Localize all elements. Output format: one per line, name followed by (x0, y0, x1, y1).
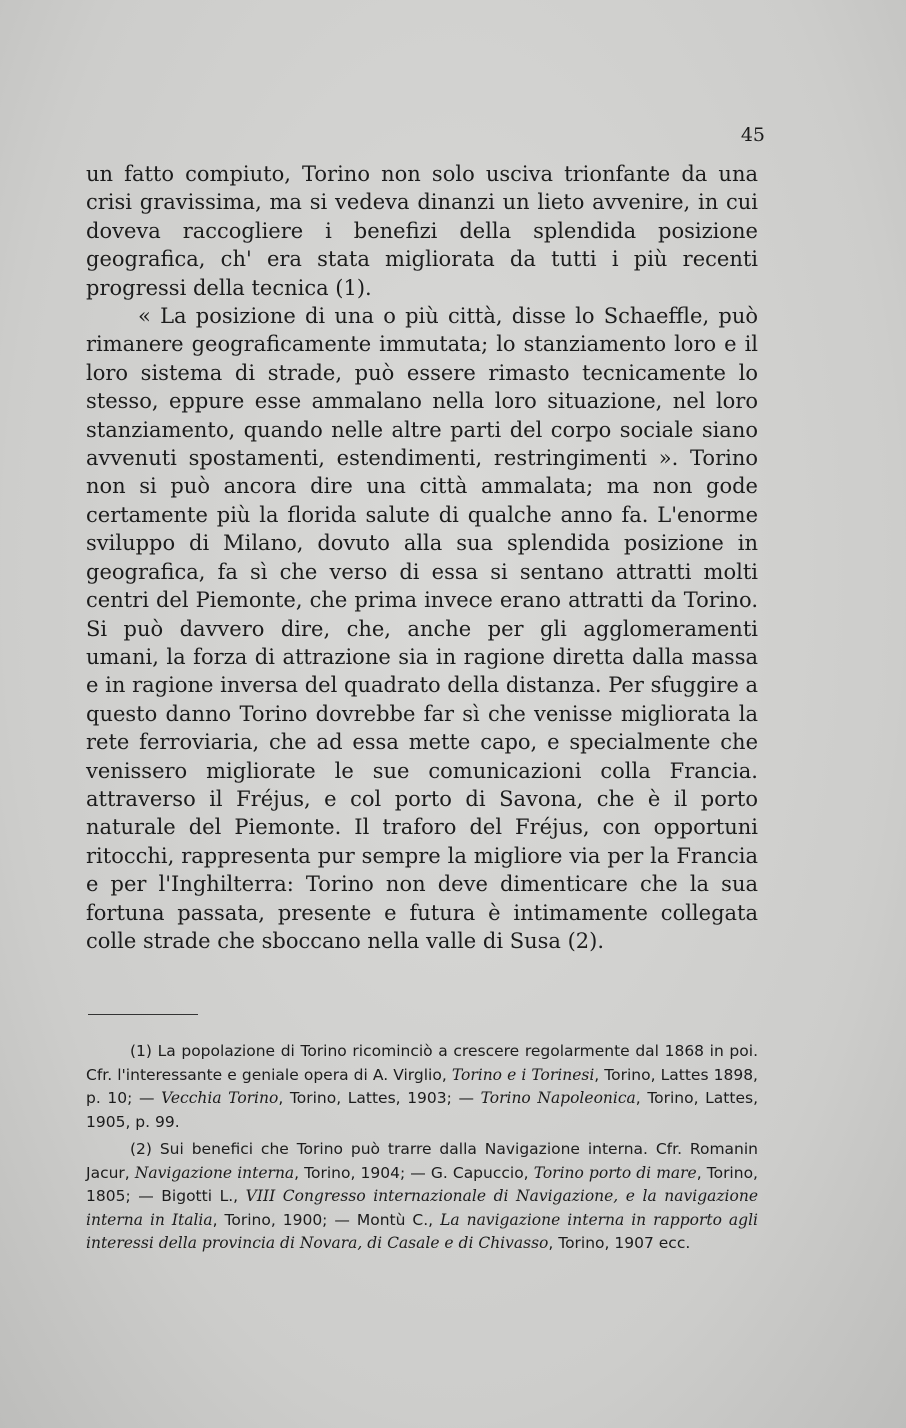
footnote-1-run: Torino Napoleonica (480, 1089, 636, 1107)
paragraph-1: un fatto compiuto, Torino non solo usciva trionfante da una crisi gravissima, ma si vedeva dinanzi un lieto avvenire, in cui doveva raccogliere i benefizi della splendida posizione geografica, ch' era stata migliorata da tutti i più recenti progressi della tecnica (1). (86, 162, 758, 300)
footnote-1-run: (1) La popolazione di Torino ricominciò a crescere regolarmente dal 1868 in poi. Cfr. l'interessante e geniale opera di A. Virglio, (86, 1042, 758, 1084)
footnote-2-run: Navigazione interna (134, 1163, 295, 1182)
footnote-2-run: VIII Congresso internazionale di Navigazione, e la navigazione interna in Italia (86, 1187, 758, 1229)
footnote-2-run: , Torino, 1900; — Montù C., (212, 1210, 441, 1229)
page-number: 45 (740, 124, 765, 146)
footnote-1-run: Vecchia Torino (161, 1089, 279, 1107)
footnote-2-run: , Torino, 1907 ecc. (548, 1234, 691, 1252)
footnote-2 (86, 1138, 758, 1256)
footnote-1-run: , Torino, Lattes, 1903; — (278, 1089, 481, 1107)
footnote-2-run: (2) Sui benefici che Torino può trarre dalla Navigazione interna. Cfr. Romanin Jacur, (86, 1140, 758, 1182)
footnote-2-run: , Torino, 1805; — Bigotti L., (86, 1163, 758, 1205)
footnotes (86, 1040, 758, 1260)
footnote-2-run: , Torino, 1904; — G. Capuccio, (294, 1163, 534, 1182)
footnote-1 (86, 1040, 758, 1134)
footnote-1-run: , Torino, Lattes, 1905, p. 99. (86, 1089, 758, 1131)
footnote-divider (88, 1014, 198, 1015)
main-text (86, 160, 758, 955)
paragraph-2: « La posizione di una o più città, disse lo Schaeffle, può rimanere geograficamente immutata; lo stanziamento loro e il loro sistema di strade, può essere rimasto tecnicamente lo stesso, eppure esse ammalano nella loro situazione, nel loro stanziamento, quando nelle altre parti del corpo sociale siano avvenuti spostamenti, estendimenti, restringimenti ». Torino non si può ancora dire una città ammalata; ma non gode certamente più la florida salute di qualche anno fa. L'enorme sviluppo di Milano, dovuto alla sua splendida posizione in geografica, fa sì che verso di essa si sentano attratti molti centri del Piemonte, che prima invece erano attratti da Torino. Si può davvero dire, che, anche per gli agglomeramenti umani, la forza di attrazione sia in ragione diretta dalla massa e in ragione inversa del quadrato della distanza. Per sfuggire a questo danno Torino dovrebbe far sì che venisse migliorata la rete ferroviaria, che ad essa mette capo, e specialmente che venissero migliorate le sue comunicazioni colla Francia. attraverso il Fréjus, e col porto di Savona, che è il porto naturale del Piemonte. Il traforo del Fréjus, con opportuni ritocchi, rappresenta pur sempre la migliore via per la Francia e per l'Inghilterra: Torino non deve dimenticare che la sua fortuna passata, presente e futura è intimamente collegata colle strade che sboccano nella valle di Susa (2). (86, 304, 758, 953)
footnote-1-run: , Torino, Lattes 1898, p. 10; — (86, 1065, 758, 1107)
footnote-1-run: Torino e i Torinesi (451, 1065, 595, 1084)
footnote-2-run: La navigazione interna in rapporto agli interessi della provincia di Novara, di Casale e di Chivasso (86, 1210, 758, 1252)
footnote-2-run: Torino porto di mare (533, 1163, 697, 1182)
